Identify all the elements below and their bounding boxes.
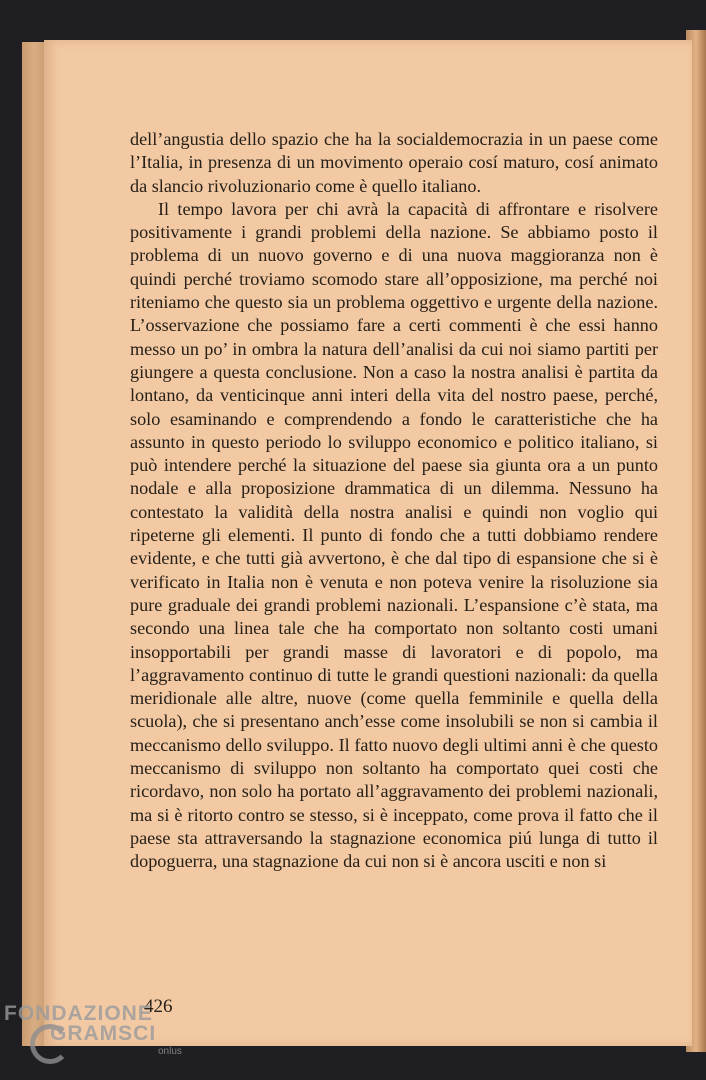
page-number: 426 [144,996,173,1017]
page-body-text [130,128,658,874]
watermark-line-2: GRAMSCI [50,1022,157,1045]
watermark-line-1: FONDAZIONE [4,1002,153,1025]
paragraph-1: dell’angustia dello spazio che ha la socialdemocrazia in un paese come l’Italia, in presenza di un movimento operaio cosí maturo, cosí animato da slancio rivoluzionario come è quello italiano. [130,129,658,196]
paragraph-2: Il tempo lavora per chi avrà la capacità di affrontare e risolvere positivamente i grandi problemi della nazione. Se abbiamo posto il problema di un nuovo governo e di una nuova maggioranza non è quindi perché troviamo scomodo stare all’opposizione, ma perché noi riteniamo che questo sia un problema oggettivo e urgente della nazione. L’osservazione che possiamo fare a certi commenti è che essi hanno messo un po’ in ombra la natura dell’analisi da cui noi siamo partiti per giungere a questa conclusione. Non a caso la nostra analisi è partita da lontano, da venticinque anni interi della vita del nostro paese, perché, solo esaminando e comprendendo a fondo le caratteristiche che ha assunto in questo periodo lo sviluppo economico e politico italiano, si può intendere perché la situazione del paese sia giunta ora a un punto nodale e alla proposizione drammatica di un dilemma. Nessuno ha contestato la validità della nostra analisi e quindi non voglio qui ripeterne gli elementi. Il punto di fondo che a tutti dobbiamo rendere evidente, e che tutti già avvertono, è che dal tipo di espansione che si è verificato in Italia non è venuta e non poteva venire la risoluzione sia pure graduale dei grandi problemi nazionali. L’espansione c’è stata, ma secondo una linea tale che ha comportato non soltanto costi umani insopportabili per grandi masse di lavoratori e di popolo, ma l’aggravamento continuo di tutte le grandi questioni nazionali: da quella meridionale alle altre, nuove (come quella femminile e quella della scuola), che si presentano anch’esse come insolubili se non si cambia il meccanismo dello sviluppo. Il fatto nuovo degli ultimi anni è che questo meccanismo di sviluppo non soltanto ha comportato quei costi che ricordavo, non solo ha portato all’aggravamento dei problemi nazionali, ma si è ritorto contro se stesso, si è inceppato, come prova il fatto che il paese sta attraversando la stagnazione economica piú lunga di tutto il dopoguerra, una stagnazione da cui non si è ancora usciti e non si [130,198,658,872]
watermark-g-logo-icon [30,1024,70,1064]
fondazione-gramsci-watermark [4,1002,182,1057]
watermark-onlus: onlus [158,1046,182,1057]
